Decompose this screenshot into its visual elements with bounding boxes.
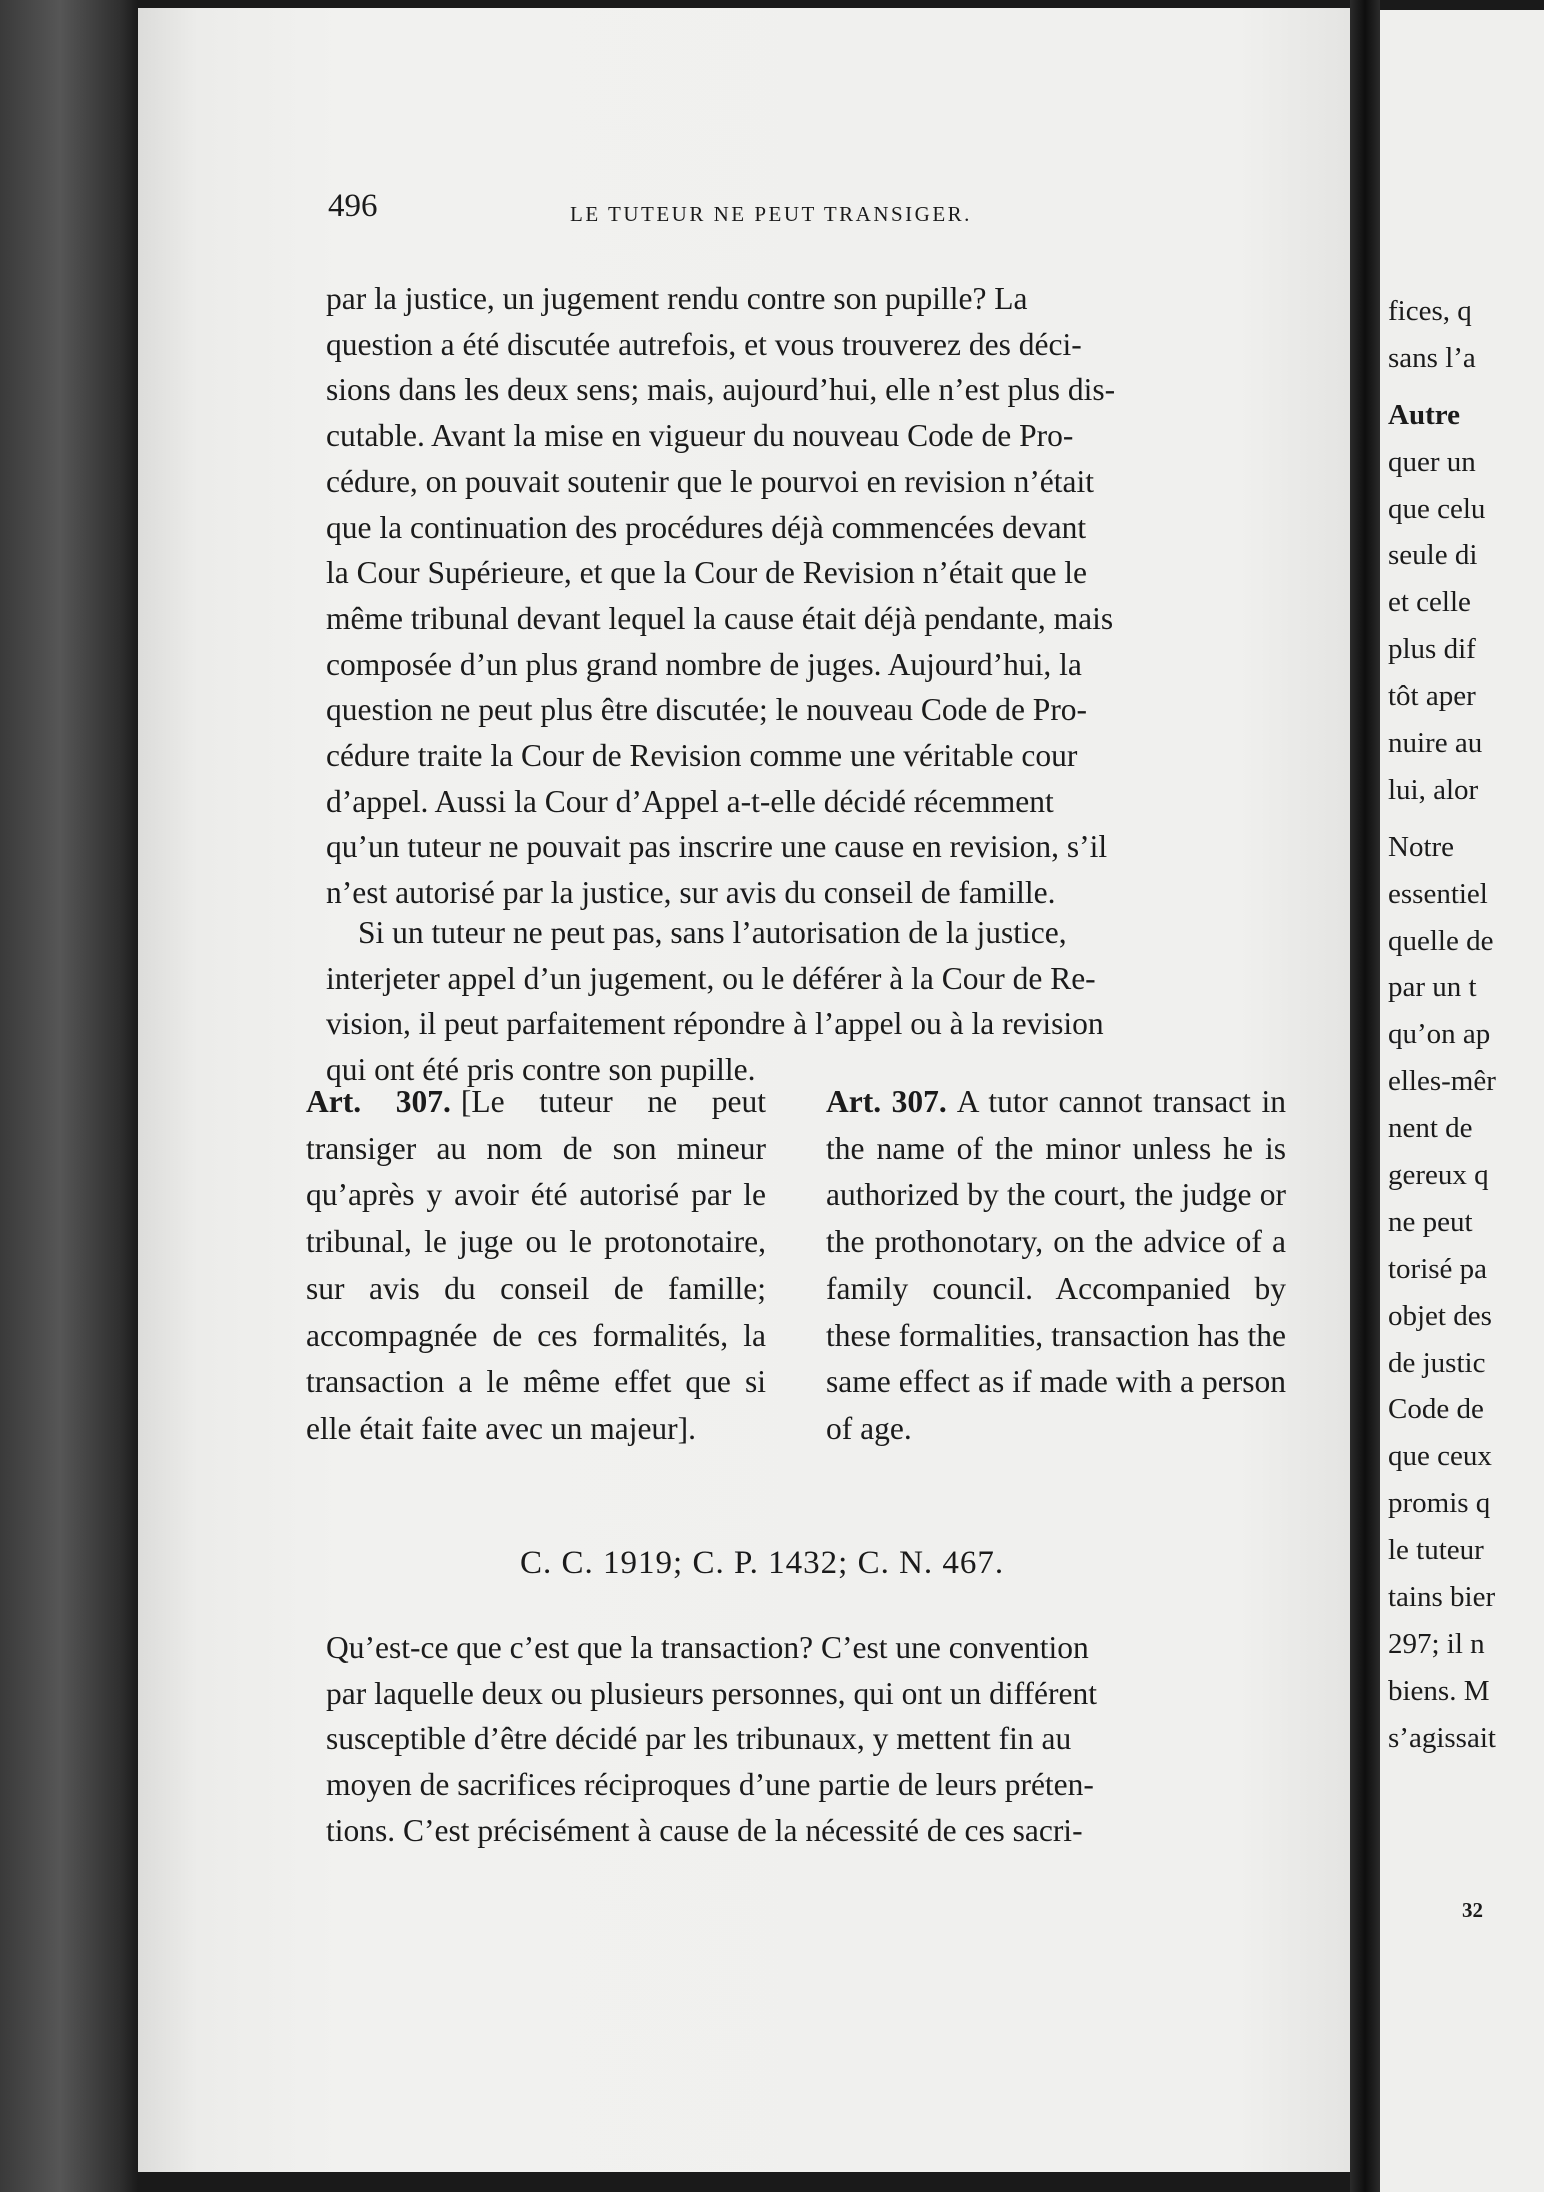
facing-line: tôt aper bbox=[1388, 680, 1476, 713]
text-line: par laquelle deux ou plusieurs personnes, qui ont un différent bbox=[326, 1675, 1097, 1711]
text-line: cutable. Avant la mise en vigueur du nouveau Code de Pro- bbox=[326, 418, 1074, 454]
text-line: sions dans les deux sens; mais, aujourd’hui, elle n’est plus dis- bbox=[326, 372, 1116, 408]
right-page-edge bbox=[1380, 10, 1544, 2192]
facing-line: elles-mêr bbox=[1388, 1065, 1496, 1098]
text-line: cédure traite la Cour de Revision comme une véritable cour bbox=[326, 738, 1078, 774]
facing-line: sans l’a bbox=[1388, 341, 1476, 374]
text-line: la Cour Supérieure, et que la Cour de Revision n’était que le bbox=[326, 555, 1088, 591]
facing-line: nuire au bbox=[1388, 727, 1483, 760]
facing-line: 297; il n bbox=[1388, 1627, 1485, 1660]
facing-line: par un t bbox=[1388, 971, 1477, 1004]
facing-line: que ceux bbox=[1388, 1440, 1492, 1473]
facing-line: s’agissait bbox=[1388, 1721, 1496, 1754]
article-number: Art. 307. bbox=[826, 1084, 947, 1119]
facing-line: le tuteur bbox=[1388, 1534, 1484, 1567]
facing-line: de justic bbox=[1388, 1346, 1486, 1379]
article-number: Art. 307. bbox=[306, 1084, 451, 1119]
text-line: composée d’un plus grand nombre de juges. Aujourd’hui, la bbox=[326, 646, 1082, 682]
text-line: Qu’est-ce que c’est que la transaction? C’est une convention bbox=[326, 1630, 1089, 1665]
concordance: C. C. 1919; C. P. 1432; C. N. 467. bbox=[520, 1545, 1005, 1581]
facing-line: fices, q bbox=[1388, 295, 1472, 327]
text-line: qu’un tuteur ne pouvait pas inscrire une cause en revision, s’il bbox=[326, 829, 1108, 865]
facing-line: que celu bbox=[1388, 492, 1486, 525]
running-title: LE TUTEUR NE PEUT TRANSIGER. bbox=[570, 202, 972, 226]
page-number: 496 bbox=[328, 188, 378, 224]
facing-line: promis q bbox=[1388, 1487, 1491, 1520]
article-307 bbox=[306, 1079, 1296, 1539]
facing-line: quer un bbox=[1388, 445, 1476, 478]
facing-line: plus dif bbox=[1388, 633, 1476, 666]
text-line: interjeter appel d’un jugement, ou le déférer à la Cour de Re- bbox=[326, 960, 1096, 996]
book-gutter bbox=[1350, 0, 1380, 2192]
article-french bbox=[306, 1079, 766, 1453]
text-line: Si un tuteur ne peut pas, sans l’autorisation de la justice, bbox=[358, 915, 1067, 950]
paragraph-appeal bbox=[326, 910, 1294, 1093]
facing-page-text bbox=[1388, 288, 1544, 1762]
facing-line: ne peut bbox=[1388, 1205, 1473, 1238]
facing-line: seule di bbox=[1388, 539, 1478, 572]
facing-line: quelle de bbox=[1388, 924, 1494, 957]
text-line: question a été discutée autrefois, et vous trouverez des déci- bbox=[326, 326, 1082, 362]
text-line: moyen de sacrifices réciproques d’une partie de leurs préten- bbox=[326, 1767, 1094, 1803]
text-line: d’appel. Aussi la Cour d’Appel a-t-elle décidé récemment bbox=[326, 783, 1054, 819]
signature-mark: 32 bbox=[1462, 1898, 1483, 1922]
facing-line: qu’on ap bbox=[1388, 1018, 1491, 1051]
text-line: question ne peut plus être discutée; le nouveau Code de Pro- bbox=[326, 692, 1088, 728]
facing-line: essentiel bbox=[1388, 877, 1488, 910]
article-text: A tutor cannot transact in the name of the minor unless he is authorized by the court, the judge or the prothonotary, on the advice of a family council. Accompanied by these formalities, transaction has the same effect as if made with a person of age. bbox=[826, 1084, 1286, 1446]
facing-line: lui, alor bbox=[1388, 773, 1479, 806]
facing-line: objet des bbox=[1388, 1299, 1492, 1332]
text-line: cédure, on pouvait soutenir que le pourvoi en revision n’était bbox=[326, 463, 1095, 499]
facing-line: Code de bbox=[1388, 1393, 1484, 1426]
facing-line: et celle bbox=[1388, 586, 1471, 619]
article-text: [Le tuteur ne peut transiger au nom de son mineur qu’après y avoir été autorisé par le tribunal, le juge ou le protonotaire, sur avis du conseil de famille; accompagnée de ces formalités, la transaction a le même effet que si elle était faite avec un majeur]. bbox=[306, 1084, 766, 1446]
facing-line: Notre bbox=[1388, 830, 1455, 863]
text-line: vision, il peut parfaitement répondre à l’appel ou à la revision bbox=[326, 1006, 1104, 1042]
text-line: que la continuation des procédures déjà commencées devant bbox=[326, 509, 1087, 545]
article-english bbox=[826, 1079, 1286, 1453]
text-line: qui ont été pris contre son pupille. bbox=[326, 1052, 756, 1088]
running-head bbox=[0, 188, 1544, 238]
facing-line: nent de bbox=[1388, 1112, 1473, 1145]
paragraph-transaction bbox=[326, 1625, 1294, 1854]
facing-line: tains bier bbox=[1388, 1581, 1496, 1614]
facing-line: biens. M bbox=[1388, 1674, 1490, 1707]
text-line: n’est autorisé par la justice, sur avis du conseil de famille. bbox=[326, 875, 1056, 911]
text-line: susceptible d’être décidé par les tribunaux, y mettent fin au bbox=[326, 1721, 1072, 1757]
facing-line: gereux q bbox=[1388, 1159, 1489, 1192]
text-line: même tribunal devant lequel la cause était déjà pendante, mais bbox=[326, 600, 1114, 636]
facing-line: torisé pa bbox=[1388, 1252, 1488, 1285]
text-line: par la justice, un jugement rendu contre son pupille? La bbox=[326, 281, 1028, 316]
paragraph-continuation bbox=[326, 276, 1294, 916]
facing-line: Autre bbox=[1388, 398, 1460, 431]
text-line: tions. C’est précisément à cause de la nécessité de ces sacri- bbox=[326, 1812, 1083, 1848]
